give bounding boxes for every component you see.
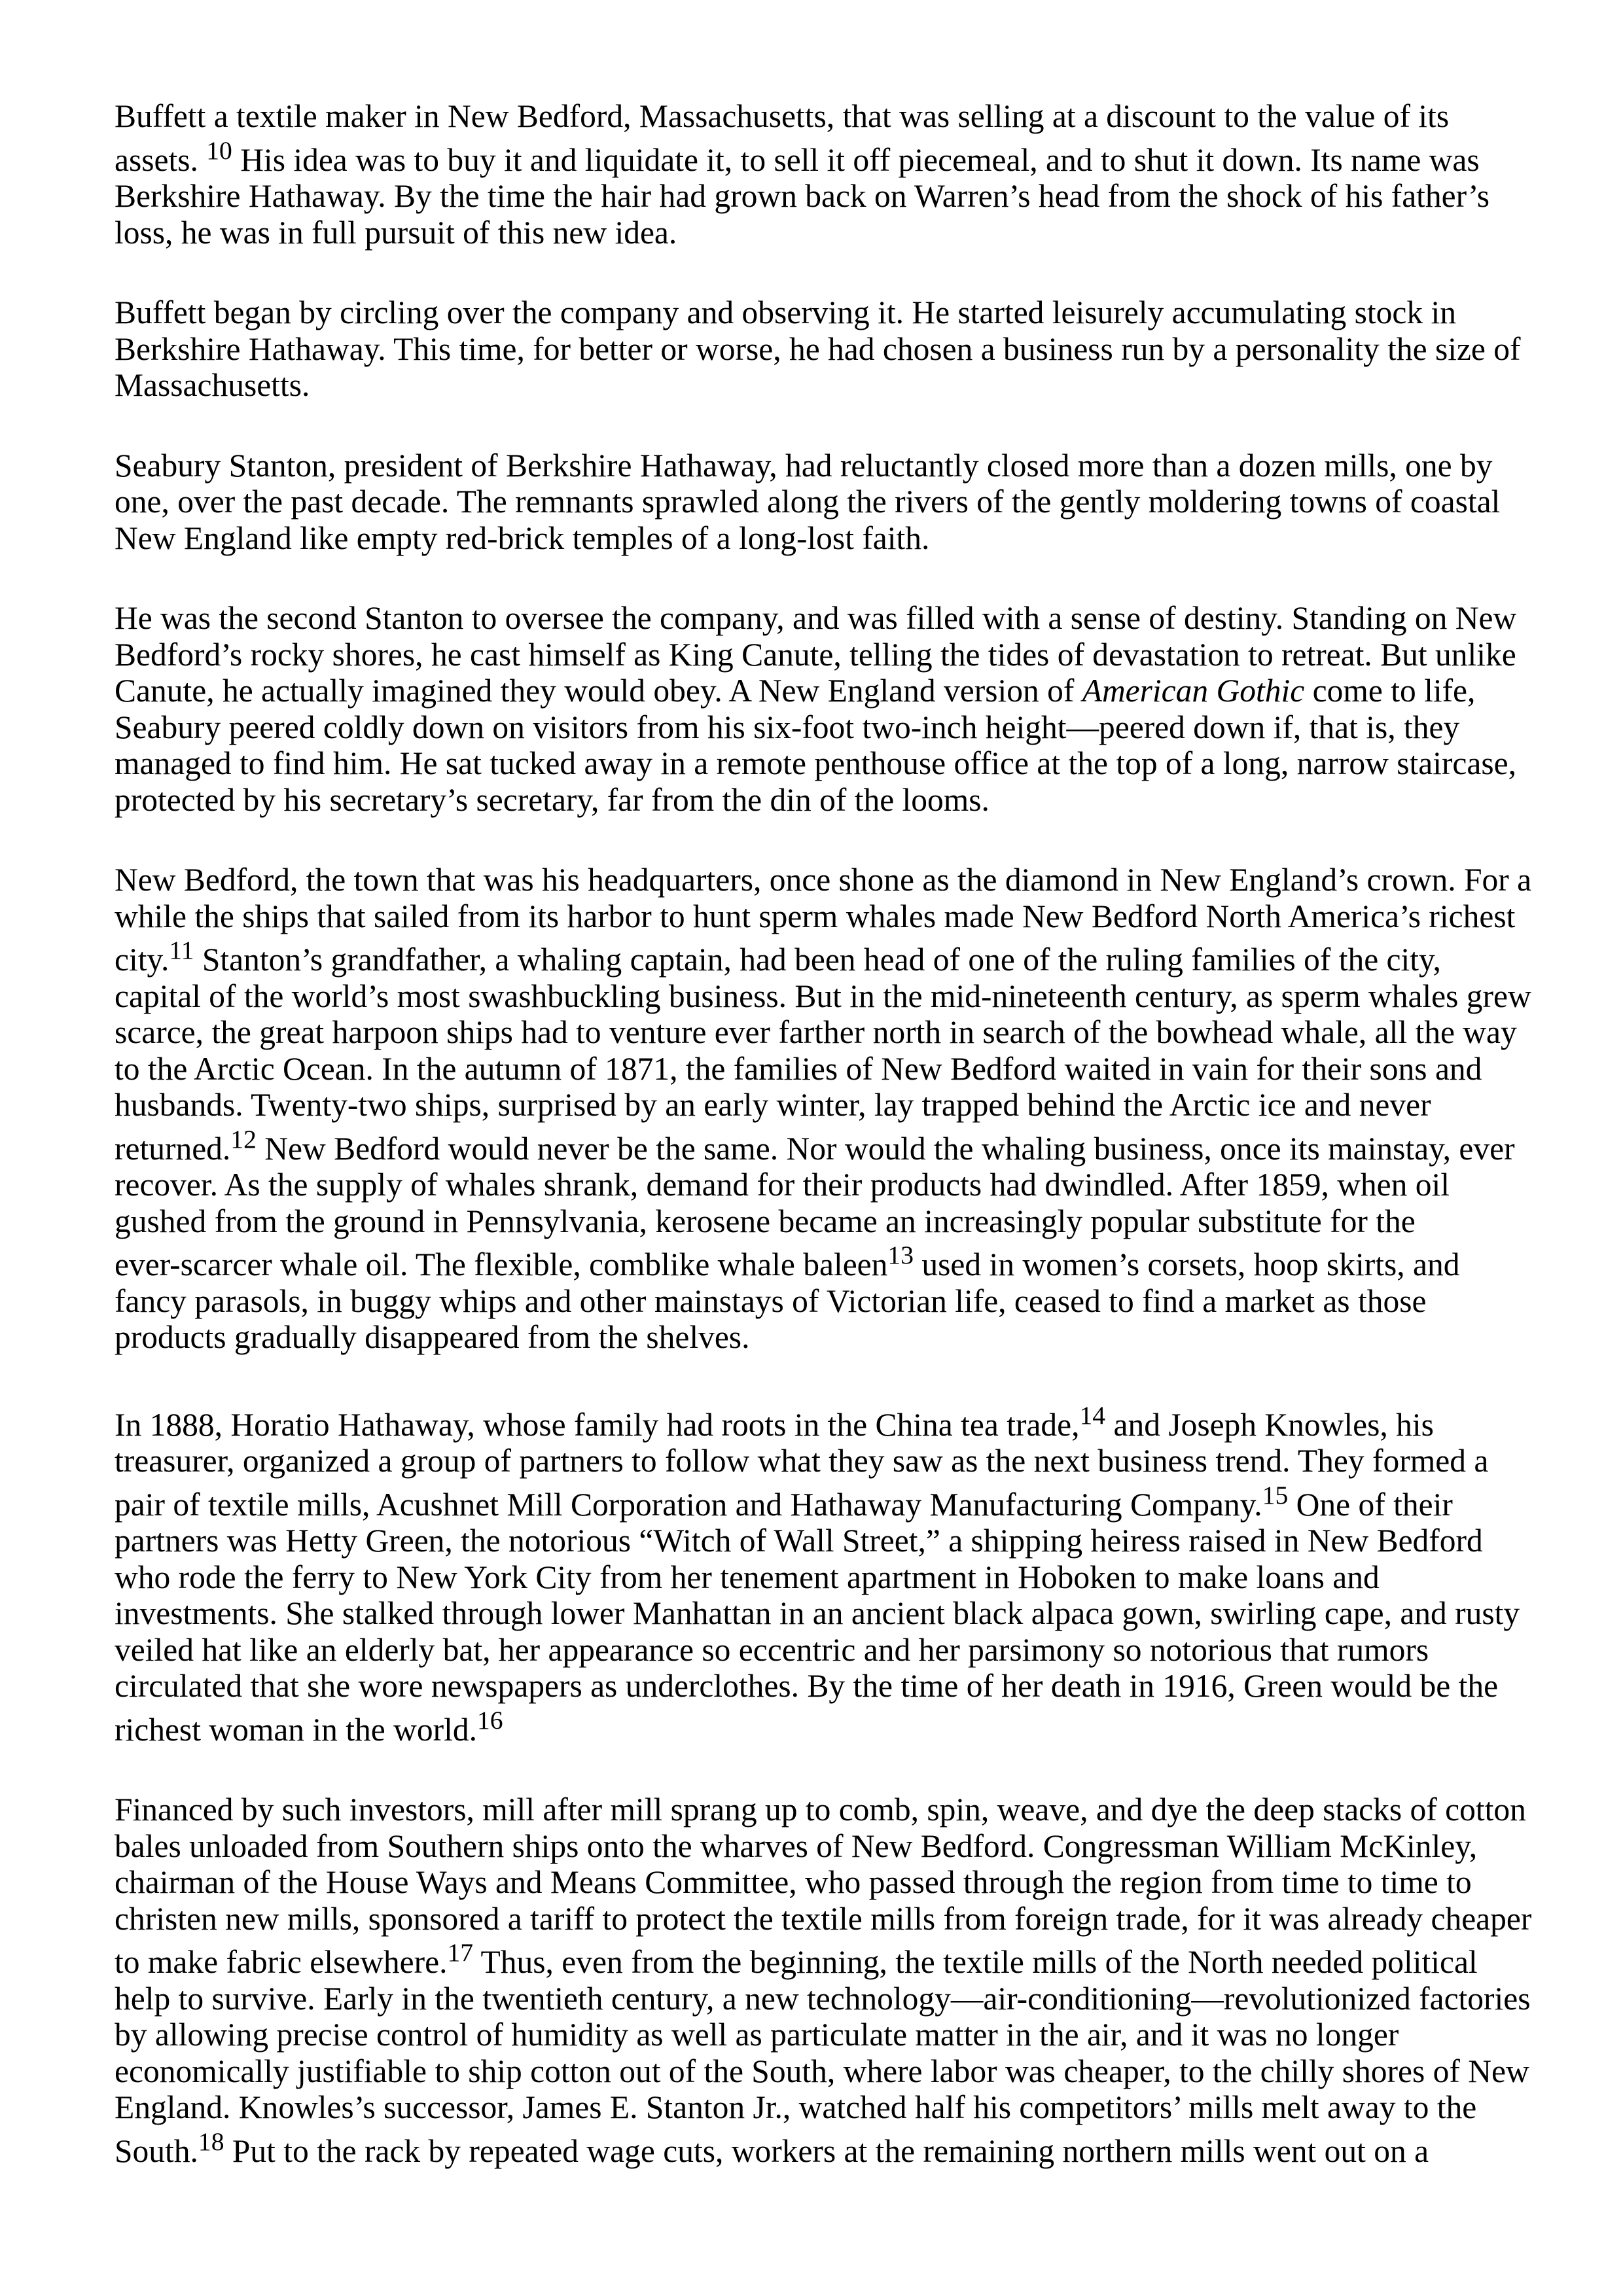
text-line [115,1937,1518,1981]
text-run: treasurer, organized a group of partners to follow what they saw as the next business trend. They formed a [115,1443,1489,1479]
text-run: Put to the rack by repeated wage cuts, workers at the remaining northern mills went out on a [224,2132,1429,2169]
paragraph [115,862,1532,1356]
text-line [115,178,1518,215]
text-line [115,1632,1518,1669]
text-line [115,215,1518,251]
text-run: while the ships that sailed from its harbor to hunt sperm whales made New Bedford North America’s richest [115,898,1516,934]
text-line [115,2053,1529,2090]
footnote-ref: 16 [477,1705,503,1735]
text-line [115,934,1518,978]
text-line [115,484,1518,520]
text-line [115,898,1518,935]
text-line [115,520,1518,557]
text-run: investments. She stalked through lower Manhattan in an ancient black alpaca gown, swirling cape, and rusty [115,1595,1520,1631]
text-line [115,673,1518,709]
text-line [115,2017,1518,2053]
text-run: protected by his secretary’s secretary, far from the din of the looms. [115,781,990,818]
footnote-ref: 12 [230,1124,257,1154]
text-line [115,745,1518,782]
text-line [115,1980,1531,2017]
text-line [115,294,1518,331]
text-run: ever-scarcer whale oil. The flexible, comblike whale baleen [115,1246,888,1282]
text-line [115,1167,1518,1203]
text-run: Seabury Stanton, president of Berkshire Hathaway, had reluctantly closed more than a dozen mills, one by [115,447,1493,484]
text-line [115,1479,1518,1523]
text-run: scarce, the great harpoon ships had to venture ever farther north in search of the bowhead whale, all the way [115,1014,1517,1050]
footnote-ref: 15 [1262,1480,1289,1510]
text-run: partners was Hetty Green, the notorious “Witch of Wall Street,” a shipping heiress raised in New Bedford [115,1523,1483,1559]
paragraph [115,600,1518,818]
text-line [115,1900,1532,1937]
text-run: circulated that she wore newspapers as underclothes. By the time of her death in 1916, Green would be the [115,1668,1499,1704]
paragraph [115,98,1518,251]
text-run: His idea was to buy it and liquidate it, to sell it off piecemeal, and to shut it down. Its name was [232,141,1480,178]
text-line [115,330,1521,368]
text-run: assets. [115,141,207,178]
text-run: Bedford’s rocky shores, he cast himself as King Canute, telling the tides of devastation to retreat. But unlike [115,636,1516,673]
text-run: economically justifiable to ship cotton out of the South, where labor was cheaper, to the chilly shores of New [115,2053,1529,2089]
text-run: chairman of the House Ways and Means Committee, who passed through the region from time to time to [115,1864,1472,1900]
text-run: and Joseph Knowles, his [1105,1406,1434,1443]
italic-title: American Gothic [1082,673,1305,709]
text-line [115,600,1518,637]
text-run: gushed from the ground in Pennsylvania, kerosene became an increasingly popular substitute for the [115,1203,1416,1239]
paragraph [115,1400,1518,1748]
text-run: help to survive. Early in the twentieth century, a new technology—air-conditioning—revolutionized factories [115,1980,1531,2017]
footnote-ref: 17 [447,1938,474,1968]
text-line [115,1123,1518,1167]
text-line [115,862,1532,898]
footnote-ref: 18 [198,2127,224,2156]
paragraph [115,1792,1532,2169]
text-run: In 1888, Horatio Hathaway, whose family had roots in the China tea trade, [115,1406,1080,1443]
text-line [115,1283,1518,1320]
text-run: Seabury peered coldly down on visitors from his six-foot two-inch height—peered down if, that is, they [115,709,1460,745]
text-line [115,1523,1518,1559]
footnote-ref: 13 [887,1241,914,1270]
text-run: New Bedford would never be the same. Nor would the whaling business, once its mainstay, ever [256,1130,1515,1167]
text-run: husbands. Twenty-two ships, surprised by an early winter, lay trapped behind the Arctic ice and never [115,1087,1431,1123]
text-run: Stanton’s grandfather, a whaling captain, had been head of one of the ruling families of the city, [194,942,1441,978]
footnote-ref: 10 [206,135,232,165]
text-run: returned. [115,1130,231,1167]
text-line [115,637,1518,673]
text-line [115,709,1518,746]
text-line [115,1400,1518,1443]
text-line [115,448,1518,484]
text-run: who rode the ferry to New York City from her tenement apartment in Hoboken to make loans and [115,1559,1380,1595]
text-run: christen new mills, sponsored a tariff to protect the textile mills from foreign trade, for it was already cheaper [115,1900,1532,1937]
text-run: England. Knowles’s successor, James E. Stanton Jr., watched half his competitors’ mills melt away to the [115,2089,1477,2125]
footnote-ref: 11 [169,936,194,965]
text-run: used in women’s corsets, hoop skirts, and [913,1246,1460,1282]
text-line [115,1014,1518,1051]
text-line [115,1559,1518,1596]
text-line [115,1864,1518,1901]
footnote-ref: 14 [1079,1400,1106,1430]
text-run: by allowing precise control of humidity as well as particulate matter in the air, and it was no longer [115,2017,1399,2053]
text-run: Financed by such investors, mill after mill sprang up to comb, spin, weave, and dye the deep stacks of cotton [115,1792,1526,1828]
text-run: fancy parasols, in buggy whips and other mainstays of Victorian life, ceased to find a market as those [115,1282,1427,1319]
text-line [115,135,1518,179]
text-run: one, over the past decade. The remnants sprawled along the rivers of the gently moldering towns of coastal [115,484,1501,520]
text-line [115,367,1518,404]
paragraph [115,294,1521,404]
text-run: Berkshire Hathaway. By the time the hair had grown back on Warren’s head from the shock of his father’s [115,178,1489,214]
text-line [115,1051,1518,1087]
text-line [115,1595,1518,1632]
text-line [115,1792,1526,1828]
text-line [115,1668,1518,1704]
paragraph [115,448,1518,557]
text-line [115,2089,1518,2126]
text-run: Thus, even from the beginning, the textile mills of the North needed political [473,1944,1478,1980]
text-line [115,1443,1518,1479]
text-run: New Bedford, the town that was his headquarters, once shone as the diamond in New England’s crown. For a [115,862,1532,898]
text-run: loss, he was in full pursuit of this new idea. [115,214,677,251]
text-run: come to life, [1304,673,1476,709]
text-run: Berkshire Hathaway. This time, for better or worse, he had chosen a business run by a personality the size of [115,330,1521,367]
text-line [115,1239,1518,1283]
text-run: Massachusetts. [115,367,310,403]
text-line [115,1319,1518,1356]
text-run: bales unloaded from Southern ships onto the wharves of New Bedford. Congressman William McKinley, [115,1828,1478,1864]
text-run: managed to find him. He sat tucked away in a remote penthouse office at the top of a long, narrow staircase, [115,745,1516,781]
text-run: Buffett began by circling over the company and observing it. He started leisurely accumulating stock in [115,294,1456,330]
text-run: capital of the world’s most swashbuckling business. But in the mid-nineteenth century, as sperm whales grew [115,978,1531,1014]
text-run: Buffett a textile maker in New Bedford, Massachusetts, that was selling at a discount to the value of its [115,98,1450,134]
text-run: city. [115,942,169,978]
text-run: One of their [1288,1486,1453,1523]
text-run: South. [115,2132,198,2169]
text-run: to make fabric elsewhere. [115,1944,448,1980]
text-line [115,2126,1518,2170]
text-line [115,98,1518,135]
text-run: He was the second Stanton to oversee the company, and was filled with a sense of destiny. Standing on New [115,600,1517,636]
text-line [115,1828,1518,1865]
text-run: New England like empty red-brick temples of a long-lost faith. [115,520,930,556]
text-line [115,1203,1518,1240]
text-run: veiled hat like an elderly bat, her appearance so eccentric and her parsimony so notorious that rumors [115,1631,1429,1668]
text-line [115,1704,1518,1748]
text-run: products gradually disappeared from the shelves. [115,1319,750,1355]
text-run: to the Arctic Ocean. In the autumn of 1871, the families of New Bedford waited in vain for their sons and [115,1050,1482,1087]
text-line [115,1087,1518,1123]
text-run: recover. As the supply of whales shrank, demand for their products had dwindled. After 1859, when oil [115,1167,1450,1203]
text-run: richest woman in the world. [115,1711,477,1748]
text-line [115,978,1531,1015]
text-run: Canute, he actually imagined they would obey. A New England version of [115,673,1082,709]
text-run: pair of textile mills, Acushnet Mill Corporation and Hathaway Manufacturing Company. [115,1486,1262,1523]
text-line [115,782,1518,819]
